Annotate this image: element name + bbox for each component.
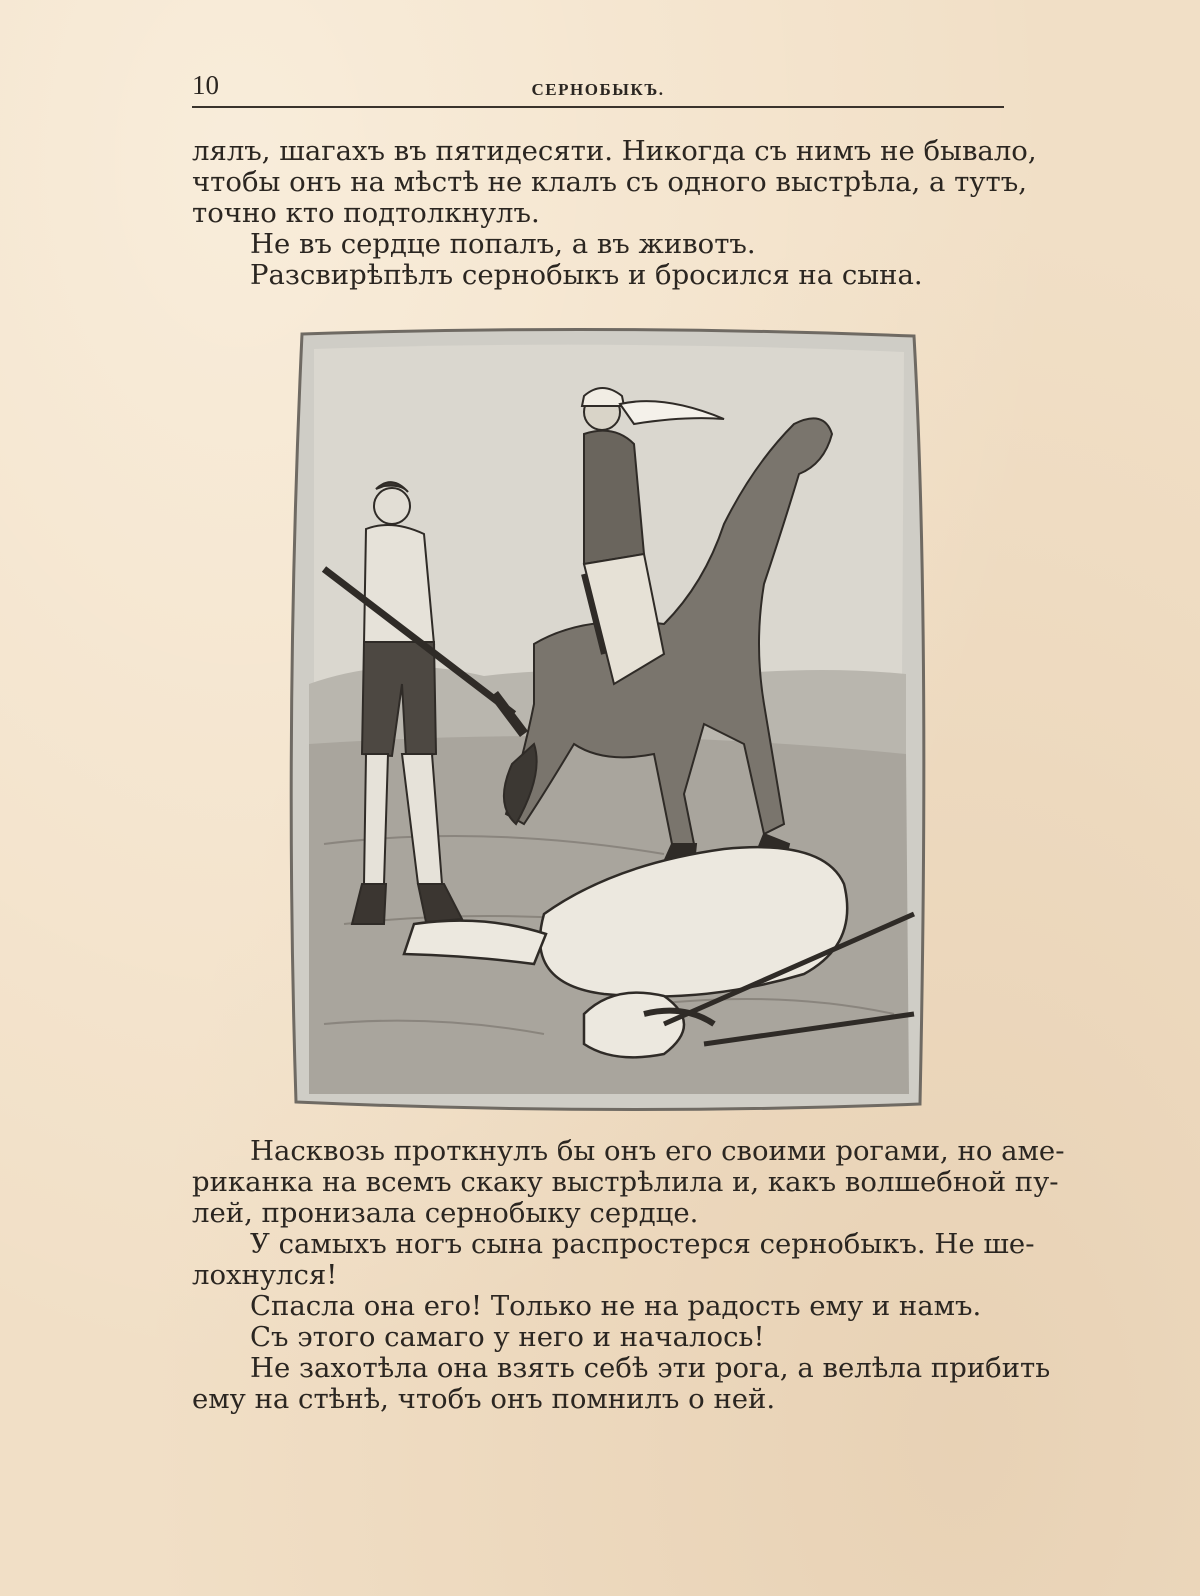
text-line: риканка на всемъ скаку выстрѣлила и, какъ волшебной пу- [192, 1166, 1059, 1198]
bottom-text-block [192, 1135, 1065, 1415]
paragraph: Съ этого самаго у него и началось! [250, 1321, 765, 1353]
text-line: Насквозь проткнулъ бы онъ его своими рогами, но аме- [250, 1135, 1065, 1167]
top-text-block [192, 135, 1037, 291]
paragraph: Разсвирѣпѣлъ сернобыкъ и бросился на сына. [250, 259, 923, 291]
illustration-hunter-rider-antelope [284, 324, 929, 1114]
illustration-drawing [284, 324, 929, 1114]
text-line: Не захотѣла она взять себѣ эти рога, а велѣла прибить [250, 1352, 1051, 1384]
text-line: чтобы онъ на мѣстѣ не клалъ съ одного выстрѣла, а тутъ, [192, 166, 1027, 198]
paragraph: Спасла она его! Только не на радость ему и намъ. [250, 1290, 982, 1322]
page-number: 10 [192, 70, 219, 100]
paragraph: Не въ сердце попалъ, а въ животъ. [250, 228, 756, 260]
page-header [192, 70, 1004, 108]
text-line: У самыхъ ногъ сына распростерся сернобыкъ. Не ше- [250, 1228, 1035, 1260]
text-line: точно кто подтолкнулъ. [192, 197, 540, 229]
text-line: лей, пронизала сернобыку сердце. [192, 1197, 699, 1229]
text-line: лохнулся! [192, 1259, 338, 1291]
text-line: лялъ, шагахъ въ пятидесяти. Никогда съ нимъ не бывало, [192, 135, 1037, 167]
running-title: СЕРНОБЫКЪ. [531, 80, 665, 99]
text-line: ему на стѣнѣ, чтобъ онъ помнилъ о ней. [192, 1383, 776, 1415]
